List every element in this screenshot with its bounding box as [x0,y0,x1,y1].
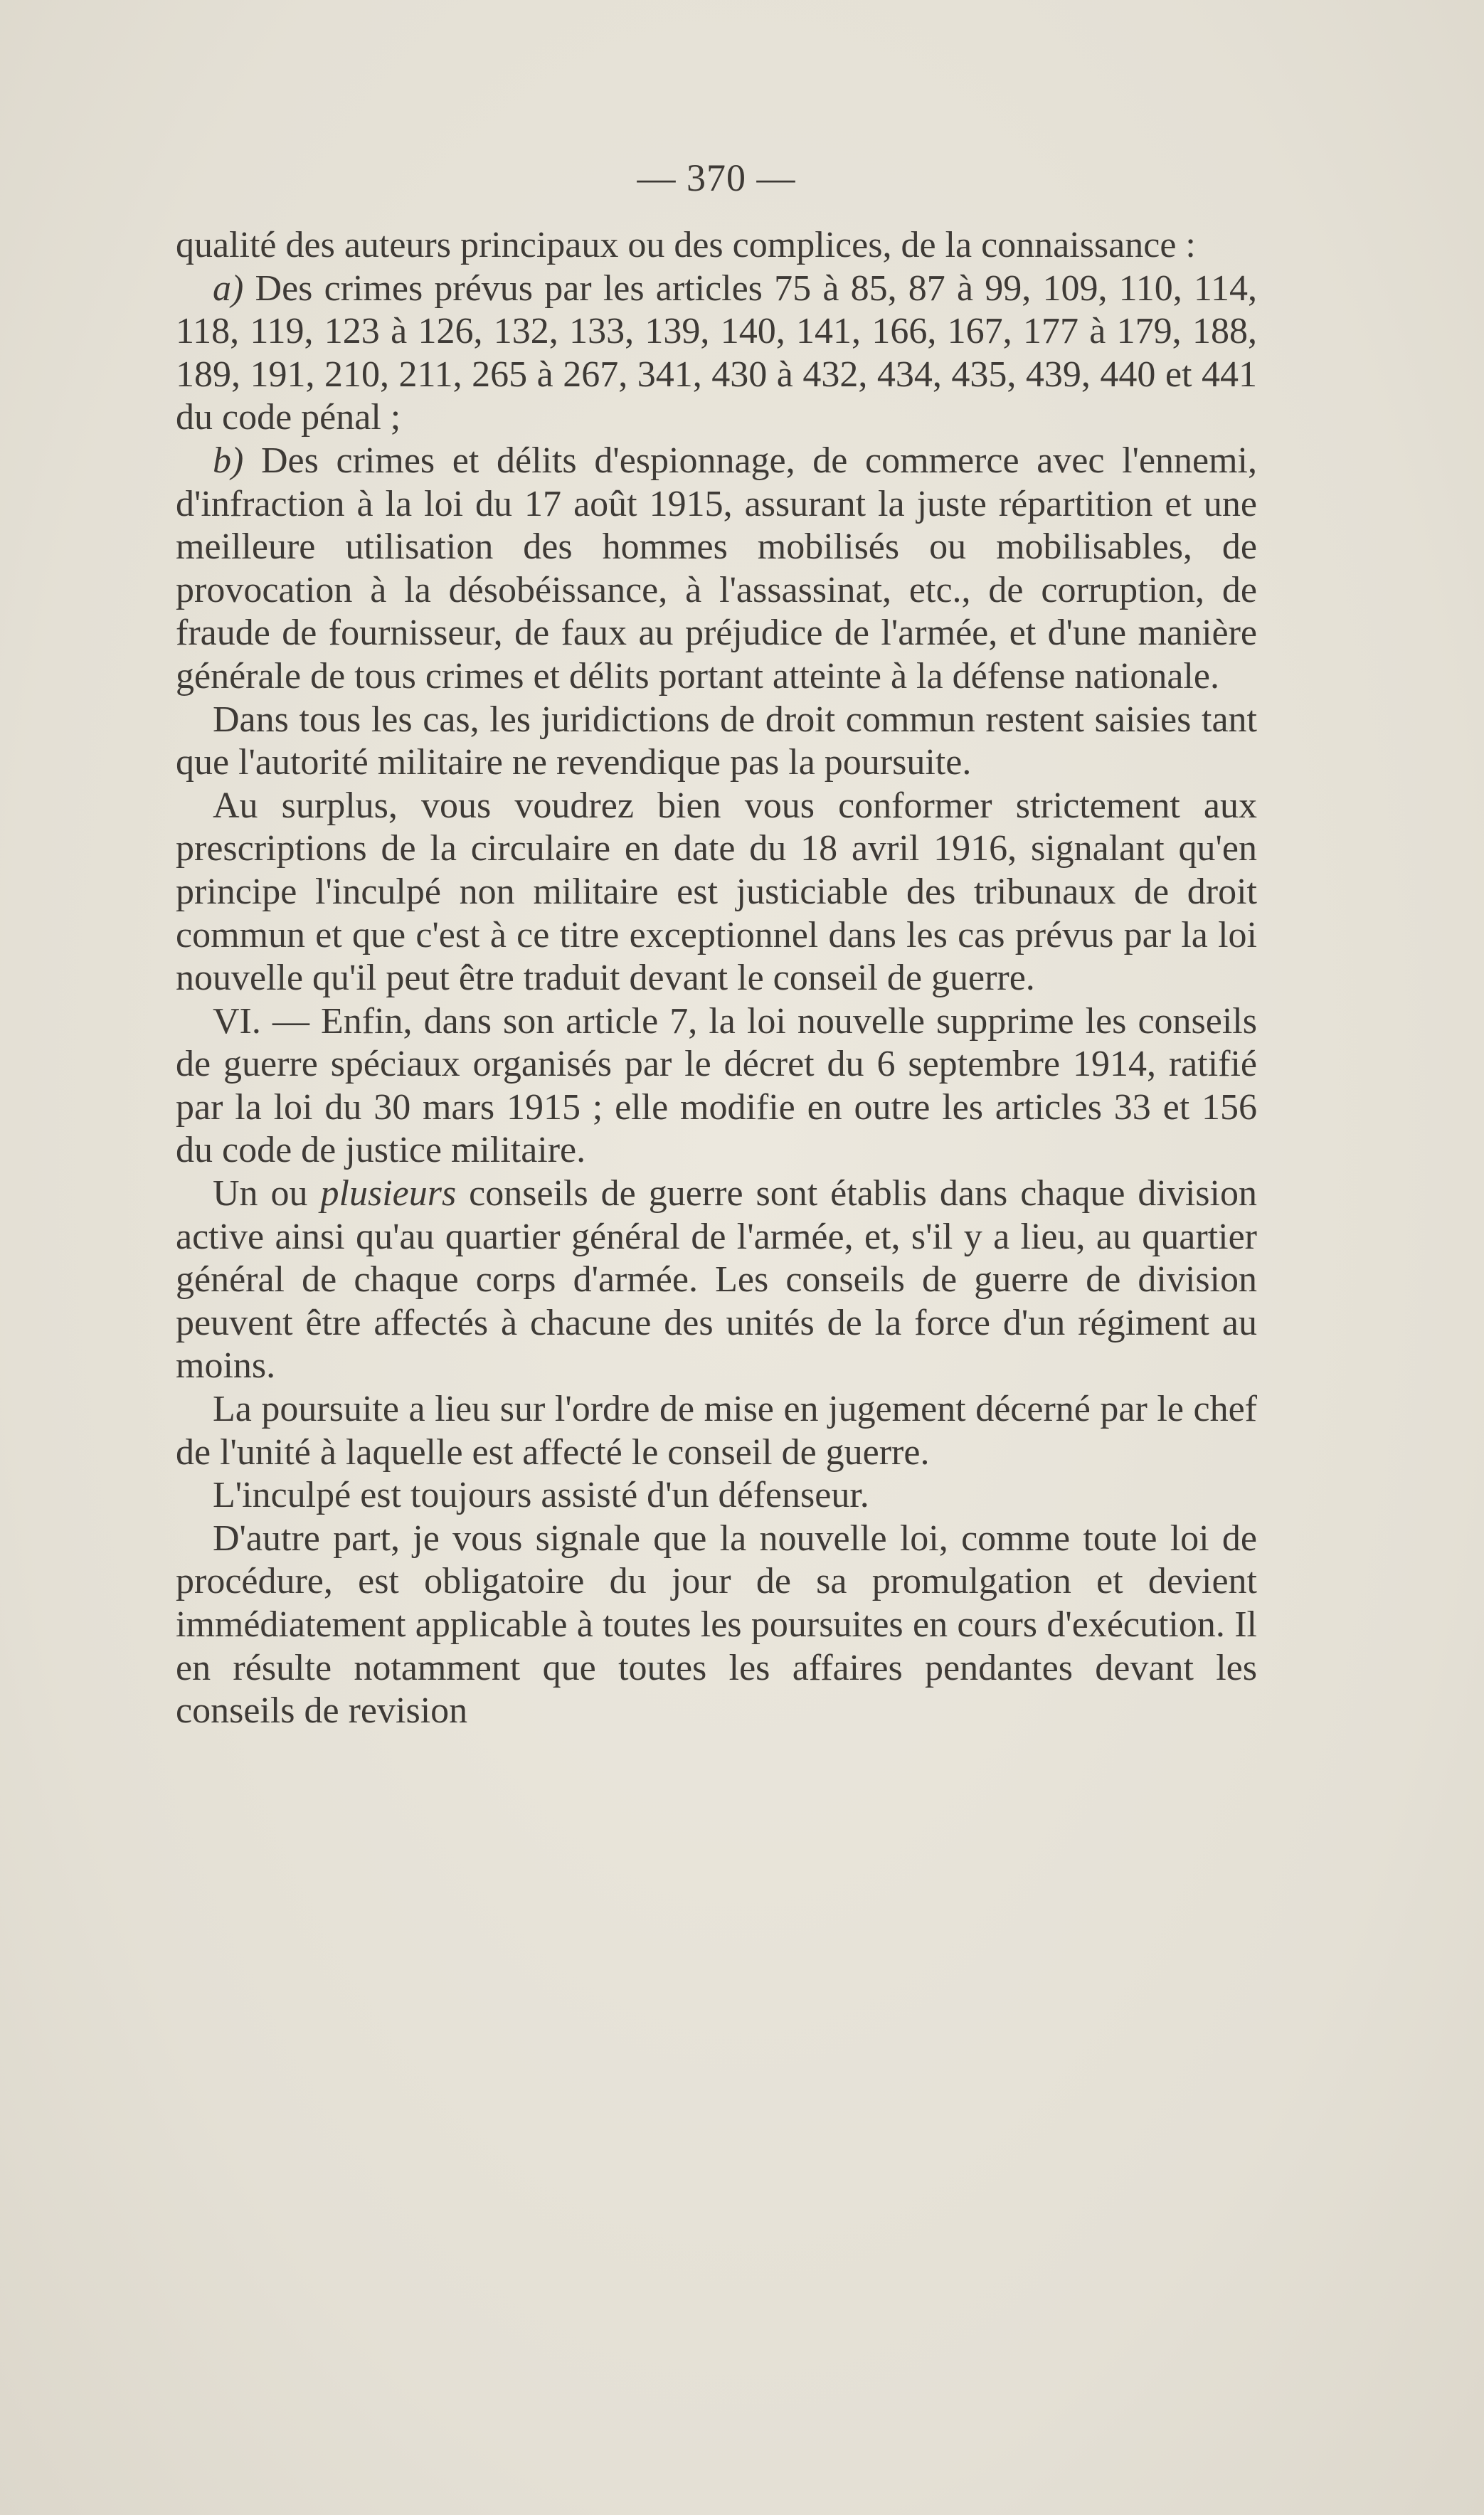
paragraph [176,1474,1257,1518]
paragraph [176,785,1257,1000]
paragraph-text: La poursuite a lieu sur l'ordre de mise en jugement décerné par le chef de l'unité à laquelle est affecté le conseil de guerre. [176,1389,1257,1473]
paragraph [176,1172,1257,1388]
paragraph-text: Des crimes et délits d'espionnage, de commerce avec l'ennemi, d'infraction à la loi du 17 août 1915, assurant la juste répartition et une meilleure utilisation des hommes mobilisés ou mobilisables, de provocation à la désobéissance, à l'assassinat, etc., de corruption, de fraude de fournisseur, de faux au préjudice de l'armée, et d'une manière générale de tous crimes et délits portant atteinte à la défense nationale. [176,440,1257,697]
page-number: — 370 — [637,157,796,199]
paragraph-text: Au surplus, vous voudrez bien vous conformer strictement aux prescriptions de la circulaire en date du 18 avril 1916, signalant qu'en principe l'inculpé non militaire est justiciable des tribunaux de droit commun et que c'est à ce titre exceptionnel dans les cas prévus par la loi nouvelle qu'il peut être traduit devant le conseil de guerre. [176,785,1257,999]
paragraph-text: VI. — Enfin, dans son article 7, la loi nouvelle supprime les conseils de guerre spéciaux organisés par le décret du 6 septembre 1914, ratifié par la loi du 30 mars 1915 ; elle modifie en outre les articles 33 et 156 du code de justice militaire. [176,1000,1257,1171]
paragraph-section-vi [176,1000,1257,1172]
paragraph-text: Dans tous les cas, les juridictions de droit commun restent saisies tant que l'autorité militaire ne revendique pas la poursuite. [176,699,1257,783]
paragraph [176,1388,1257,1474]
paragraph-text: D'autre part, je vous signale que la nouvelle loi, comme toute loi de procédure, est obligatoire du jour de sa promulgation et devient immédiatement applicable à toutes les poursuites en cours d'exécution. Il en résulte notamment que toutes les affaires pendantes devant les conseils de revision [176,1518,1257,1732]
paragraph-text: Des crimes prévus par les articles 75 à 85, 87 à 99, 109, 110, 114, 118, 119, 123 à 126, 132, 133, 139, 140, 141, 166, 167, 177 à 179, 188, 189, 191, 210, 211, 265 à 267, 341, 430 à 432, 434, 435, 439, 440 et 441 du code pénal ; [176,268,1257,438]
list-marker: b) [213,440,244,481]
paragraph-text-start: Un ou [213,1173,321,1214]
paragraph-text: L'inculpé est toujours assisté d'un défenseur. [213,1475,869,1516]
paragraph-continuation [176,224,1257,268]
paragraph-text-end: conseils de guerre sont établis dans chaque division active ainsi qu'au quartier général de l'armée, et, s'il y a lieu, au quartier général de chaque corps d'armée. Les conseils de guerre de division peuvent être affectés à chacune des unités de la force d'un régiment au moins. [176,1173,1257,1387]
paragraph-text: qualité des auteurs principaux ou des complices, de la connaissance : [176,225,1196,265]
list-marker: a) [213,268,244,309]
paragraph [176,699,1257,785]
page-text [176,146,1257,1733]
list-item-a [176,268,1257,440]
paragraph [176,1518,1257,1733]
list-item-b [176,440,1257,699]
emphasized-word: plusieurs [320,1173,457,1214]
